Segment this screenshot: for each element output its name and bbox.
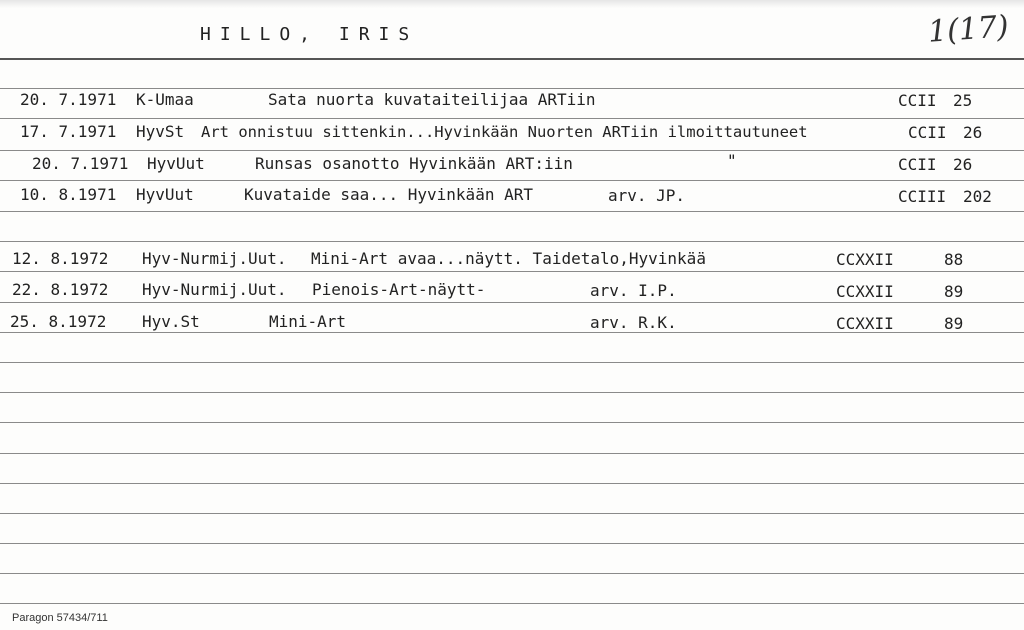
entry-page: 26 [963,123,983,142]
entry-date: 12. 8.1972 [12,249,109,268]
entry-date: 20. 7.1971 [20,90,117,109]
entry-source: Hyv-Nurmij.Uut. [142,249,287,268]
ruled-line [0,543,1024,544]
entry-page: 89 [944,282,964,301]
entry-source: Hyv-Nurmij.Uut. [142,280,287,299]
entry-volume: CCXXII [836,250,894,269]
ruled-line [0,211,1024,212]
entry-title: Runsas osanotto Hyvinkään ART:iin [255,154,573,173]
entry-volume: CCIII [898,187,947,206]
entry-page: 88 [944,250,964,269]
entry-title: Pienois-Art-näytt- [312,280,486,299]
entry-source: HyvUut [136,185,194,204]
entry-volume: CCXXII [836,282,894,301]
ruled-line [0,150,1024,151]
card-number-handwritten: 1(17) [926,9,1010,50]
ruled-line [0,603,1024,604]
entry-date: 20. 7.1971 [32,154,129,173]
entry-volume: CCXXII [836,314,894,333]
entry-date: 22. 8.1972 [12,280,109,299]
ruled-line [0,392,1024,393]
entry-author: arv. I.P. [590,281,677,300]
entry-ditto-mark: " [727,151,737,170]
entry-volume: CCII [898,91,937,110]
entry-source: K-Umaa [136,90,194,109]
entry-page: 25 [953,91,973,110]
ruled-line [0,483,1024,484]
ruled-line [0,180,1024,181]
ruled-line [0,118,1024,119]
entry-page: 202 [963,187,992,206]
ruled-line [0,88,1024,89]
card-header-name: HILLO, IRIS [200,24,419,45]
card-print-code: Paragon 57434/711 [12,612,108,624]
entry-title: Kuvataide saa... Hyvinkään ART [244,185,533,204]
entry-title: Mini-Art [269,312,347,331]
entry-title: Mini-Art avaa...näytt. Taidetalo,Hyvinkää [311,249,706,268]
ruled-line [0,241,1024,242]
entry-volume: CCII [898,155,937,174]
entry-page: 89 [944,314,964,333]
entry-source: Hyv.St [142,312,200,331]
ruled-line [0,271,1024,272]
entry-date: 17. 7.1971 [20,122,117,141]
entry-volume: CCII [908,123,947,142]
ruled-line [0,573,1024,574]
entry-page: 26 [953,155,973,174]
ruled-line [0,453,1024,454]
header-divider [0,58,1024,60]
entry-date: 25. 8.1972 [10,312,107,331]
entry-title: Art onnistuu sittenkin...Hyvinkään Nuorten ARTiin ilmoittautuneet [201,123,808,141]
ruled-line [0,362,1024,363]
ruled-line [0,513,1024,514]
entry-author: arv. JP. [608,186,686,205]
ruled-line [0,302,1024,303]
entry-source: HyvSt [136,122,185,141]
ruled-line [0,422,1024,423]
card-top-edge [0,0,1024,8]
entry-title: Sata nuorta kuvataiteilijaa ARTiin [268,90,596,109]
entry-author: arv. R.K. [590,313,677,332]
entry-source: HyvUut [147,154,205,173]
entry-date: 10. 8.1971 [20,185,117,204]
